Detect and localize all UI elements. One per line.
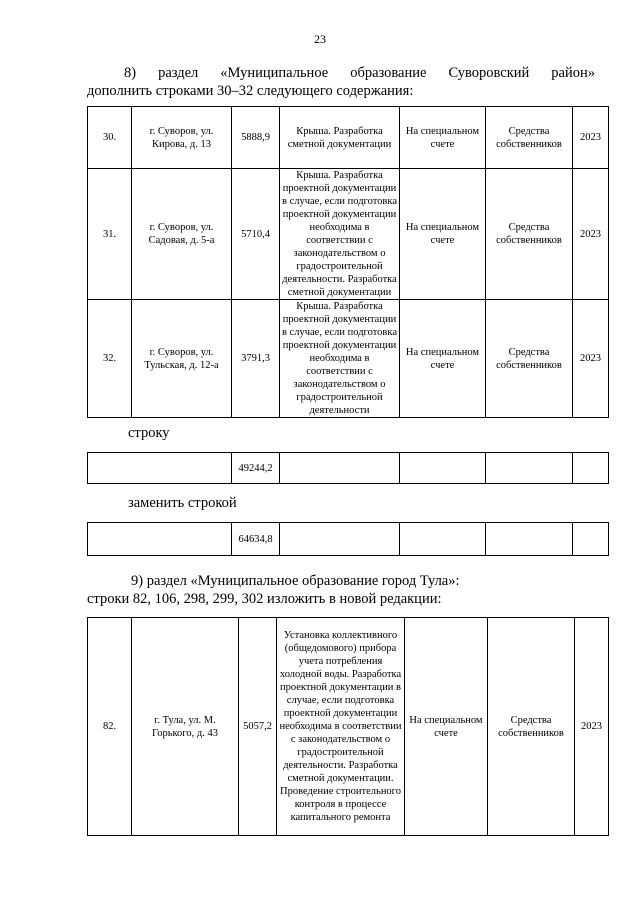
table-row (88, 300, 609, 418)
section-8-heading-line1: 8) раздел «Муниципальное образование Суворовский район» (124, 65, 595, 81)
year-cell: 2023 (575, 618, 609, 836)
empty-cell (573, 523, 609, 556)
account-cell: На специальном счете (400, 300, 486, 418)
row-number: 82. (88, 618, 132, 836)
area-cell: 3791,3 (232, 300, 280, 418)
area-cell: 5057,2 (239, 618, 277, 836)
funding-source-cell: Средства собственников (486, 107, 573, 169)
work-type-cell: Крыша. Разработка проектной документации в случае, если подготовка проектной документации необходима в соответствии с законодательством о градостроительной деятельности. Разработка сметной документации (280, 169, 400, 300)
section-8-heading (87, 64, 595, 100)
empty-cell (400, 523, 486, 556)
empty-cell (88, 453, 232, 484)
new-total-table (87, 522, 609, 556)
work-type-cell: Крыша. Разработка сметной документации (280, 107, 400, 169)
empty-cell (573, 453, 609, 484)
total-row (88, 453, 609, 484)
empty-cell (486, 523, 573, 556)
label-replace: заменить строкой (128, 495, 237, 511)
label-row: строку (128, 425, 170, 441)
empty-cell (486, 453, 573, 484)
old-total-value: 49244,2 (232, 453, 280, 484)
work-type-cell: Установка коллективного (общедомового) прибора учета потребления холодной воды. Разработка проектной документации в случае, если подготовка проектной документации необходима в соответствии с законодательством о градостроительной деятельности. Разработка сметной документации. Проведение строительного контроля в процессе капитального ремонта (277, 618, 405, 836)
funding-source-cell: Средства собственников (486, 169, 573, 300)
funding-source-cell: Средства собственников (488, 618, 575, 836)
empty-cell (280, 523, 400, 556)
table-row (88, 169, 609, 300)
empty-cell (400, 453, 486, 484)
total-row (88, 523, 609, 556)
table-row (88, 107, 609, 169)
empty-cell (88, 523, 232, 556)
area-cell: 5710,4 (232, 169, 280, 300)
section-8-table (87, 106, 609, 418)
table-row (88, 618, 609, 836)
empty-cell (280, 453, 400, 484)
year-cell: 2023 (573, 107, 609, 169)
row-number: 30. (88, 107, 132, 169)
old-total-table (87, 452, 609, 484)
address-cell: г. Суворов, ул. Кирова, д. 13 (132, 107, 232, 169)
new-total-value: 64634,8 (232, 523, 280, 556)
address-cell: г. Суворов, ул. Тульская, д. 12-а (132, 300, 232, 418)
section-8-heading-line2: дополнить строками 30–32 следующего содержания: (87, 83, 414, 99)
address-cell: г. Тула, ул. М. Горького, д. 43 (132, 618, 239, 836)
funding-source-cell: Средства собственников (486, 300, 573, 418)
account-cell: На специальном счете (405, 618, 488, 836)
year-cell: 2023 (573, 300, 609, 418)
area-cell: 5888,9 (232, 107, 280, 169)
section-9-heading-line2: строки 82, 106, 298, 299, 302 изложить в новой редакции: (87, 591, 442, 607)
row-number: 31. (88, 169, 132, 300)
account-cell: На специальном счете (400, 169, 486, 300)
section-9-heading-line1: 9) раздел «Муниципальное образование город Тула»: (131, 573, 460, 589)
section-9-heading (87, 572, 595, 608)
row-number: 32. (88, 300, 132, 418)
work-type-cell: Крыша. Разработка проектной документации в случае, если подготовка проектной документации необходима в соответствии с законодательством о градостроительной деятельности (280, 300, 400, 418)
address-cell: г. Суворов, ул. Садовая, д. 5-а (132, 169, 232, 300)
account-cell: На специальном счете (400, 107, 486, 169)
page-number: 23 (314, 32, 326, 46)
year-cell: 2023 (573, 169, 609, 300)
section-9-table (87, 617, 609, 836)
